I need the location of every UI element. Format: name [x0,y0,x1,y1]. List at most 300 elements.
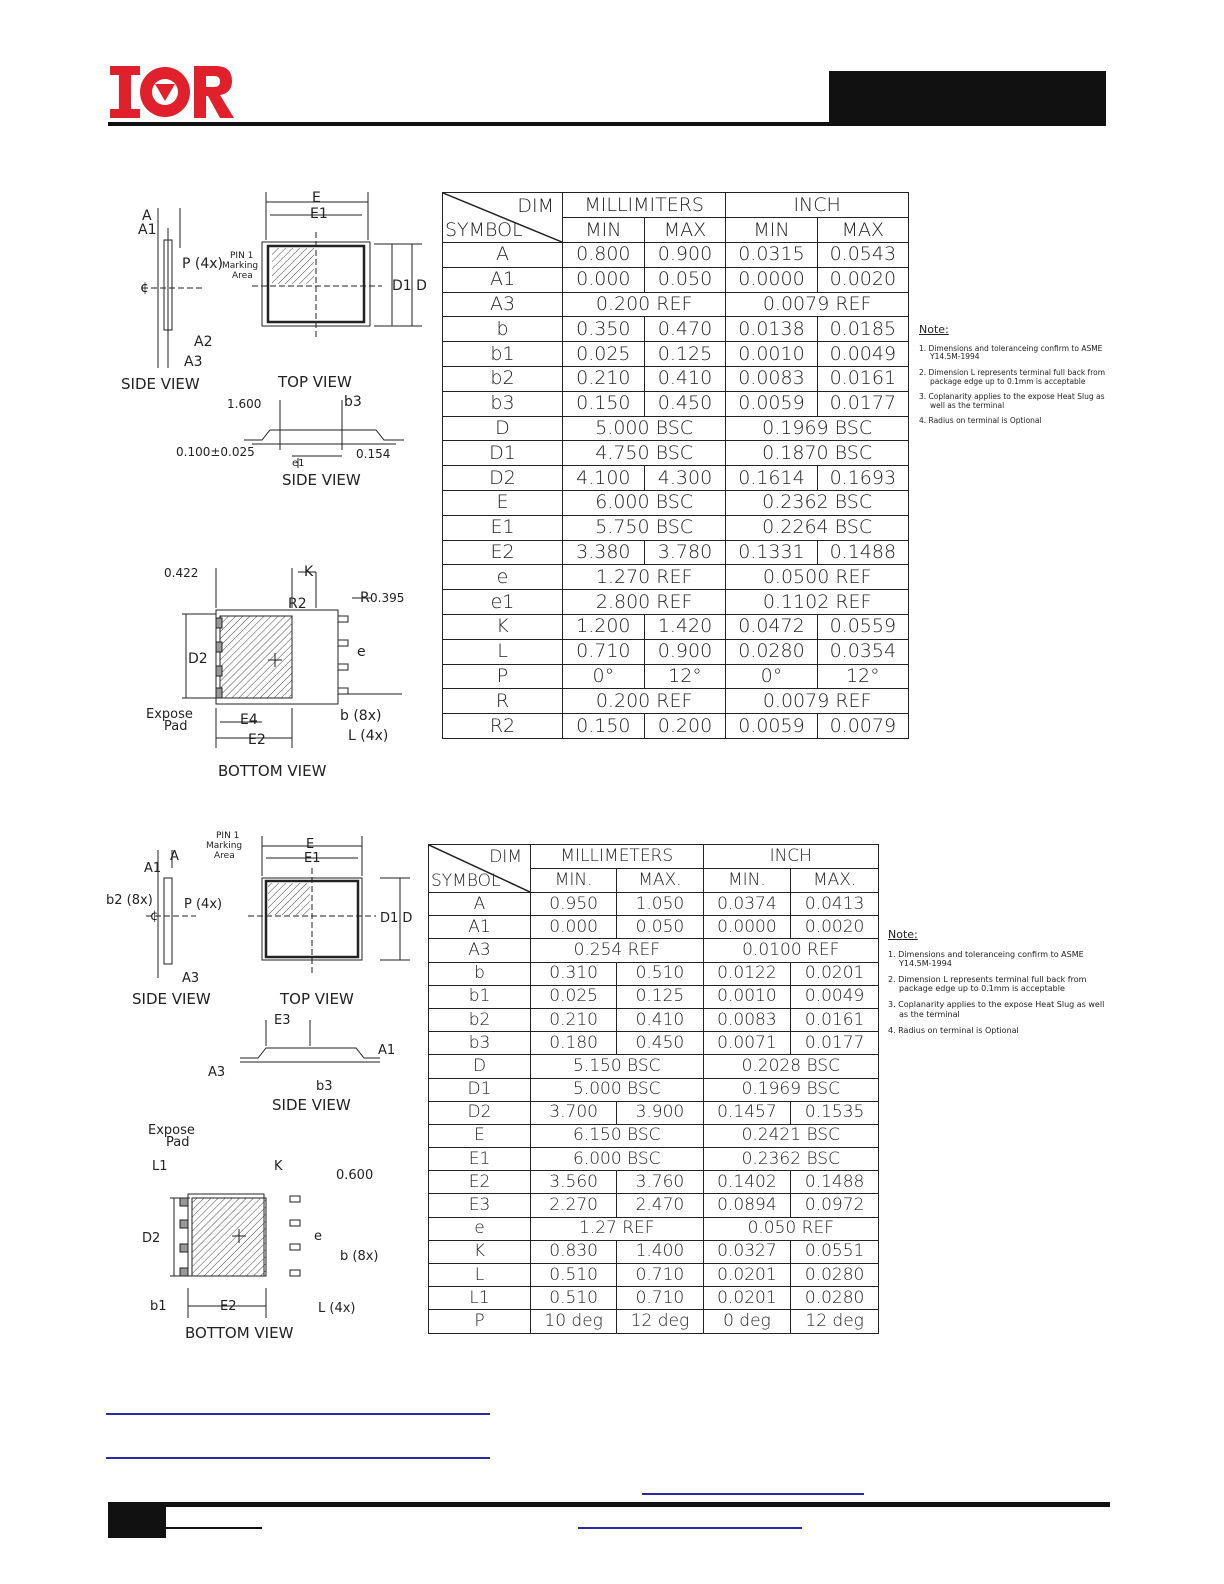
t2-row [429,1264,879,1287]
footer-page-box [108,1505,166,1538]
t2-cell: 0.0894 [703,1194,791,1217]
t1-cell: 0.900 [644,243,726,268]
t2-row [429,1055,879,1078]
svg-text:D1 D: D1 D [392,278,427,294]
t2-cell: 0.0972 [791,1194,879,1217]
p1-note-3: 3. Coplanarity applies to the expose Heat Slug as well as the terminal [919,392,1105,410]
t1-cell: E2 [443,540,563,565]
t1-cell: 0.710 [563,639,645,664]
t1-row [443,342,909,367]
p2-bottom-view-label: BOTTOM VIEW [185,1324,294,1342]
t2-cell: 0.2028 BSC [703,1055,878,1078]
t1-cell: 0.0315 [726,243,817,268]
t2-cell: 0.0020 [791,916,879,939]
t2-cell: A1 [429,916,531,939]
t2-cell: 0.254 REF [531,939,704,962]
p2-note-3: 3. Coplanarity applies to the expose Heat Slug as well as the terminal [888,1000,1105,1019]
package1-drawing [112,188,432,788]
svg-text:E1: E1 [310,206,328,222]
t1-cell: 0.2264 BSC [726,515,909,540]
footer-short-rule [166,1527,262,1529]
p1-side-view-label: SIDE VIEW [121,375,200,393]
t2-cell: 0.0049 [791,985,879,1008]
t1-row [443,466,909,491]
t2-cell: 0.450 [617,1032,703,1055]
t1-cell: A1 [443,267,563,292]
p2-note-2: 2. Dimension L represents terminal full back from package edge up to 0.1mm is acceptable [888,975,1087,994]
p1-dim-1600: 1.600 [227,397,262,411]
svg-text:b3: b3 [316,1079,333,1094]
t1-cell: 0.1102 REF [726,590,909,615]
t1-cell: 0° [726,664,817,689]
t1-cell: D [443,416,563,441]
t2-cell: 1.400 [617,1240,703,1263]
t2-cell: 3.700 [531,1101,617,1124]
p1-note-4: 4. Radius on terminal is Optional [919,416,1042,426]
t2-cell: 2.470 [617,1194,703,1217]
t1-cell: 0.470 [644,317,726,342]
t2-cell: 0.950 [531,893,617,916]
t2-row [429,1287,879,1310]
t1-cell: 6.000 BSC [563,490,726,515]
p1-dim-0154: 0.154 [356,447,391,461]
t2-cell: 3.900 [617,1101,703,1124]
t1-cell: 0.0138 [726,317,817,342]
svg-text:b (8x): b (8x) [340,1249,379,1264]
t2-cell: L1 [429,1287,531,1310]
p1-notes-title: Note: [919,323,949,336]
svg-text:A3: A3 [208,1065,226,1080]
t2-cell: b2 [429,1008,531,1031]
t1-row [443,565,909,590]
svg-text:E2: E2 [248,732,266,748]
t1-cell: 5.000 BSC [563,416,726,441]
t1-row [443,515,909,540]
svg-text:P (4x): P (4x) [182,256,224,272]
t1-cell: L [443,639,563,664]
t2-cell: 0.510 [531,1264,617,1287]
t1-row [443,664,909,689]
t2-cell: 0.2421 BSC [703,1124,878,1147]
t1-cell: 0.1488 [817,540,908,565]
t2-row [429,893,879,916]
t1-mm-min-header: MIN [563,218,645,243]
t1-cell: b2 [443,366,563,391]
t1-cell: 0.0472 [726,614,817,639]
p2-notes-title: Note: [888,928,918,941]
t2-mm-header: MILLIMETERS [531,845,704,869]
t1-cell: 1.270 REF [563,565,726,590]
t1-cell: 0.0049 [817,342,908,367]
t1-cell: 0.200 REF [563,689,726,714]
t2-cell: 10 deg [531,1310,617,1333]
t1-cell: P [443,664,563,689]
t1-row [443,714,909,739]
t2-cell: e [429,1217,531,1240]
p1-dim-0422: 0.422 [164,566,199,580]
t2-row [429,1171,879,1194]
t2-cell: A [429,893,531,916]
t2-cell: P [429,1310,531,1333]
t2-cell: 0.0327 [703,1240,791,1263]
t2-cell: 1.27 REF [531,1217,704,1240]
header-title-box [829,71,1106,126]
t2-cell: 0.2362 BSC [703,1148,878,1171]
t1-cell: 0.0543 [817,243,908,268]
svg-text:A: A [170,849,179,864]
t1-cell: 0.025 [563,342,645,367]
t2-row [429,1101,879,1124]
svg-text:E: E [312,190,321,206]
t1-row [443,267,909,292]
t1-cell: 0.1870 BSC [726,441,909,466]
t2-cell: 0.0201 [703,1264,791,1287]
t2-row [429,939,879,962]
t2-cell: 2.270 [531,1194,617,1217]
p2-side-view2-label: SIDE VIEW [272,1096,351,1114]
t1-cell: A3 [443,292,563,317]
t1-cell: 12° [644,664,726,689]
t1-cell: 0.0177 [817,391,908,416]
t2-cell: 0.000 [531,916,617,939]
t1-row [443,590,909,615]
t1-cell: 0.0083 [726,366,817,391]
t1-cell: 0.1331 [726,540,817,565]
package1-dimension-table [442,192,909,739]
t2-row [429,1078,879,1101]
t2-cell: E3 [429,1194,531,1217]
svg-text:R: R [360,590,370,606]
t2-cell: 0.0201 [703,1287,791,1310]
t1-cell: 5.750 BSC [563,515,726,540]
t2-cell: 0.410 [617,1008,703,1031]
t1-cell: 0.800 [563,243,645,268]
t1-cell: b3 [443,391,563,416]
t2-cell: 0.1488 [791,1171,879,1194]
t2-cell: 0.1535 [791,1101,879,1124]
t1-mm-header: MILLIMITERS [563,193,726,218]
p1-dim-0100: 0.100±0.025 [176,445,255,459]
t1-cell: 0.450 [644,391,726,416]
t1-cell: 0.0354 [817,639,908,664]
t1-cell: R [443,689,563,714]
t2-cell: 0.0000 [703,916,791,939]
t2-cell: 0.050 [617,916,703,939]
svg-text:E2: E2 [220,1299,237,1314]
t2-cell: 0.0280 [791,1264,879,1287]
t2-cell: 0.1457 [703,1101,791,1124]
package2-notes [888,929,1108,1042]
link-underline-4[interactable] [578,1527,802,1529]
p2-note-1: 1. Dimensions and toleranceing confirm to ASME Y14.5M-1994 [888,949,1084,968]
t2-cell: 0.050 REF [703,1217,878,1240]
t2-cell: 0.0551 [791,1240,879,1263]
t1-cell: 12° [817,664,908,689]
t2-in-min-header: MIN. [703,869,791,893]
package2-dimension-table [428,844,879,1334]
svg-text:b1: b1 [150,1299,167,1314]
t2-cell: 0.310 [531,962,617,985]
t1-cell: 0.0500 REF [726,565,909,590]
t1-cell: 0.150 [563,391,645,416]
t1-row [443,441,909,466]
t1-row [443,540,909,565]
t1-cell: 0.900 [644,639,726,664]
t1-cell: 0.0059 [726,714,817,739]
svg-text:A2: A2 [194,334,213,350]
t2-cell: 0.0201 [791,962,879,985]
t1-cell: E [443,490,563,515]
t2-cell: 0.0100 REF [703,939,878,962]
t1-in-min-header: MIN [726,218,817,243]
t1-inch-header: INCH [726,193,909,218]
p2-expose-line2: Pad [166,1135,190,1150]
t2-cell: 0 deg [703,1310,791,1333]
t1-cell: 3.380 [563,540,645,565]
p1-pin1-line3: Area [232,271,253,281]
t2-cell: 0.025 [531,985,617,1008]
t1-cell: 3.780 [644,540,726,565]
t2-cell: 0.125 [617,985,703,1008]
t2-cell: 5.000 BSC [531,1078,704,1101]
t1-cell: 0.1693 [817,466,908,491]
t1-mm-max-header: MAX [644,218,726,243]
t1-cell: 0° [563,664,645,689]
svg-text:D2: D2 [142,1231,161,1246]
t2-cell: D1 [429,1078,531,1101]
t2-cell: E1 [429,1148,531,1171]
p2-pin1-line2: Marking [206,841,243,851]
svg-text:K: K [274,1159,283,1174]
t1-cell: 0.2362 BSC [726,490,909,515]
t2-row [429,1217,879,1240]
p1-note-1: 1. Dimensions and toleranceing confirm to ASME Y14.5M-1994 [919,343,1103,362]
p2-pin1-line1: PIN 1 [216,831,240,841]
t2-row [429,1032,879,1055]
t1-cell: 4.100 [563,466,645,491]
t1-cell: R2 [443,714,563,739]
t1-cell: 0.050 [644,267,726,292]
svg-text:E3: E3 [274,1013,291,1028]
t1-cell: e [443,565,563,590]
t1-row [443,490,909,515]
svg-text:e1: e1 [292,458,305,469]
t1-row [443,416,909,441]
svg-text:e: e [357,644,366,660]
t1-cell: 0.350 [563,317,645,342]
t1-cell: 0.0010 [726,342,817,367]
svg-text:e: e [314,1229,322,1244]
p2-side-view-label: SIDE VIEW [132,990,211,1008]
t2-cell: 0.830 [531,1240,617,1263]
link-underline-2[interactable] [106,1457,490,1459]
t2-row [429,916,879,939]
t2-row [429,962,879,985]
svg-text:A: A [142,208,152,224]
svg-text:D1 D: D1 D [380,911,413,926]
t2-row [429,1008,879,1031]
t1-row [443,391,909,416]
svg-text:E: E [306,837,315,852]
t2-cell: 0.0122 [703,962,791,985]
t2-cell: 0.710 [617,1287,703,1310]
t1-row [443,689,909,714]
t2-row [429,1310,879,1333]
t2-cell: 5.150 BSC [531,1055,704,1078]
svg-text:¢: ¢ [140,280,149,296]
svg-text:R2: R2 [288,596,307,612]
t2-cell: 0.0280 [791,1287,879,1310]
t1-cell: D2 [443,466,563,491]
p1-expose-line1: Expose [146,707,193,722]
t2-cell: L [429,1264,531,1287]
link-underline-1[interactable] [106,1413,490,1415]
t1-cell: 2.800 REF [563,590,726,615]
t1-cell: 4.750 BSC [563,441,726,466]
t1-row [443,317,909,342]
p2-note-4: 4. Radius on terminal is Optional [888,1025,1019,1035]
t2-cell: 0.0177 [791,1032,879,1055]
t1-cell: 0.1969 BSC [726,416,909,441]
t2-in-max-header: MAX. [791,869,879,893]
package1-notes [919,324,1109,433]
t2-cell: b [429,962,531,985]
t1-row [443,292,909,317]
p1-pin1-line1: PIN 1 [230,251,254,261]
t2-row [429,985,879,1008]
p1-note-2: 2. Dimension L represents terminal full back from package edge up to 0.1mm is acceptable [919,367,1106,386]
t1-cell: e1 [443,590,563,615]
t1-cell: 0.0161 [817,366,908,391]
t2-row [429,1124,879,1147]
p2-pin1-line3: Area [214,851,235,861]
t1-cell: 0.1614 [726,466,817,491]
svg-text:A3: A3 [184,354,203,370]
svg-text:E4: E4 [240,712,258,728]
t2-cell: 6.150 BSC [531,1124,704,1147]
svg-text:A1: A1 [378,1043,396,1058]
p1-side-view2-label: SIDE VIEW [282,471,361,489]
t2-mm-max-header: MAX. [617,869,703,893]
t1-cell: 0.410 [644,366,726,391]
link-underline-3[interactable] [642,1493,864,1495]
t1-cell: 0.200 [644,714,726,739]
t2-cell: E2 [429,1171,531,1194]
p2-expose-line1: Expose [148,1123,195,1138]
t1-cell: 0.0000 [726,267,817,292]
t1-in-max-header: MAX [817,218,908,243]
t2-cell: 0.710 [617,1264,703,1287]
t2-cell: 0.210 [531,1008,617,1031]
t1-cell: 0.0079 REF [726,689,909,714]
svg-text:b (8x): b (8x) [340,708,382,724]
t2-cell: 0.510 [531,1287,617,1310]
t2-row [429,1240,879,1263]
t1-cell: 1.200 [563,614,645,639]
t1-row [443,639,909,664]
t1-cell: b [443,317,563,342]
t2-cell: 6.000 BSC [531,1148,704,1171]
t1-dim-symbol-header: DIM SYMBOL [443,193,563,243]
t2-cell: A3 [429,939,531,962]
svg-text:D2: D2 [188,651,208,667]
t2-cell: 0.0374 [703,893,791,916]
t2-cell: E [429,1124,531,1147]
t1-row [443,366,909,391]
t2-cell: D [429,1055,531,1078]
t1-cell: 0.0020 [817,267,908,292]
t1-cell: 0.0079 REF [726,292,909,317]
svg-text:A3: A3 [182,971,200,986]
footer-rule [108,1502,1110,1507]
p1-bottom-view-label: BOTTOM VIEW [218,762,327,780]
t1-cell: 0.000 [563,267,645,292]
t2-dim-symbol-header: DIM SYMBOL [429,845,531,893]
t1-cell: 4.300 [644,466,726,491]
t2-cell: 0.1969 BSC [703,1078,878,1101]
svg-text:b2 (8x): b2 (8x) [106,893,153,908]
t1-cell: 0.0079 [817,714,908,739]
t2-cell: 0.180 [531,1032,617,1055]
t1-cell: D1 [443,441,563,466]
p1-pin1-line2: Marking [222,261,259,271]
t1-row [443,614,909,639]
t2-cell: 0.0083 [703,1008,791,1031]
t2-inch-header: INCH [703,845,878,869]
t1-cell: b1 [443,342,563,367]
t2-cell: 0.0161 [791,1008,879,1031]
t2-cell: 0.0413 [791,893,879,916]
header-rule [108,122,1106,126]
t1-cell: K [443,614,563,639]
t1-cell: 0.0185 [817,317,908,342]
t2-cell: K [429,1240,531,1263]
svg-text:¢: ¢ [150,909,159,924]
t1-cell: 0.200 REF [563,292,726,317]
t1-cell: 0.125 [644,342,726,367]
svg-text:L1: L1 [152,1159,168,1174]
svg-text:L (4x): L (4x) [348,728,389,744]
t2-mm-min-header: MIN. [531,869,617,893]
t2-cell: b3 [429,1032,531,1055]
t2-cell: 3.560 [531,1171,617,1194]
t2-cell: 0.0071 [703,1032,791,1055]
t2-cell: 0.1402 [703,1171,791,1194]
t2-cell: 12 deg [791,1310,879,1333]
svg-text:E1: E1 [304,851,321,866]
t1-cell: 0.210 [563,366,645,391]
t2-cell: 0.0010 [703,985,791,1008]
svg-text:L (4x): L (4x) [318,1301,356,1316]
svg-text:K: K [304,564,314,580]
t1-cell: E1 [443,515,563,540]
t1-cell: 1.420 [644,614,726,639]
ior-logo [110,64,236,120]
t1-cell: 0.0059 [726,391,817,416]
svg-text:A1: A1 [144,861,162,876]
t2-cell: 3.760 [617,1171,703,1194]
t2-row [429,1194,879,1217]
t2-cell: D2 [429,1101,531,1124]
svg-text:P (4x): P (4x) [184,897,223,912]
t1-row [443,243,909,268]
t2-cell: 1.050 [617,893,703,916]
t2-cell: 12 deg [617,1310,703,1333]
svg-text:A1: A1 [138,222,157,238]
t1-cell: A [443,243,563,268]
t2-cell: b1 [429,985,531,1008]
t2-cell: 0.510 [617,962,703,985]
